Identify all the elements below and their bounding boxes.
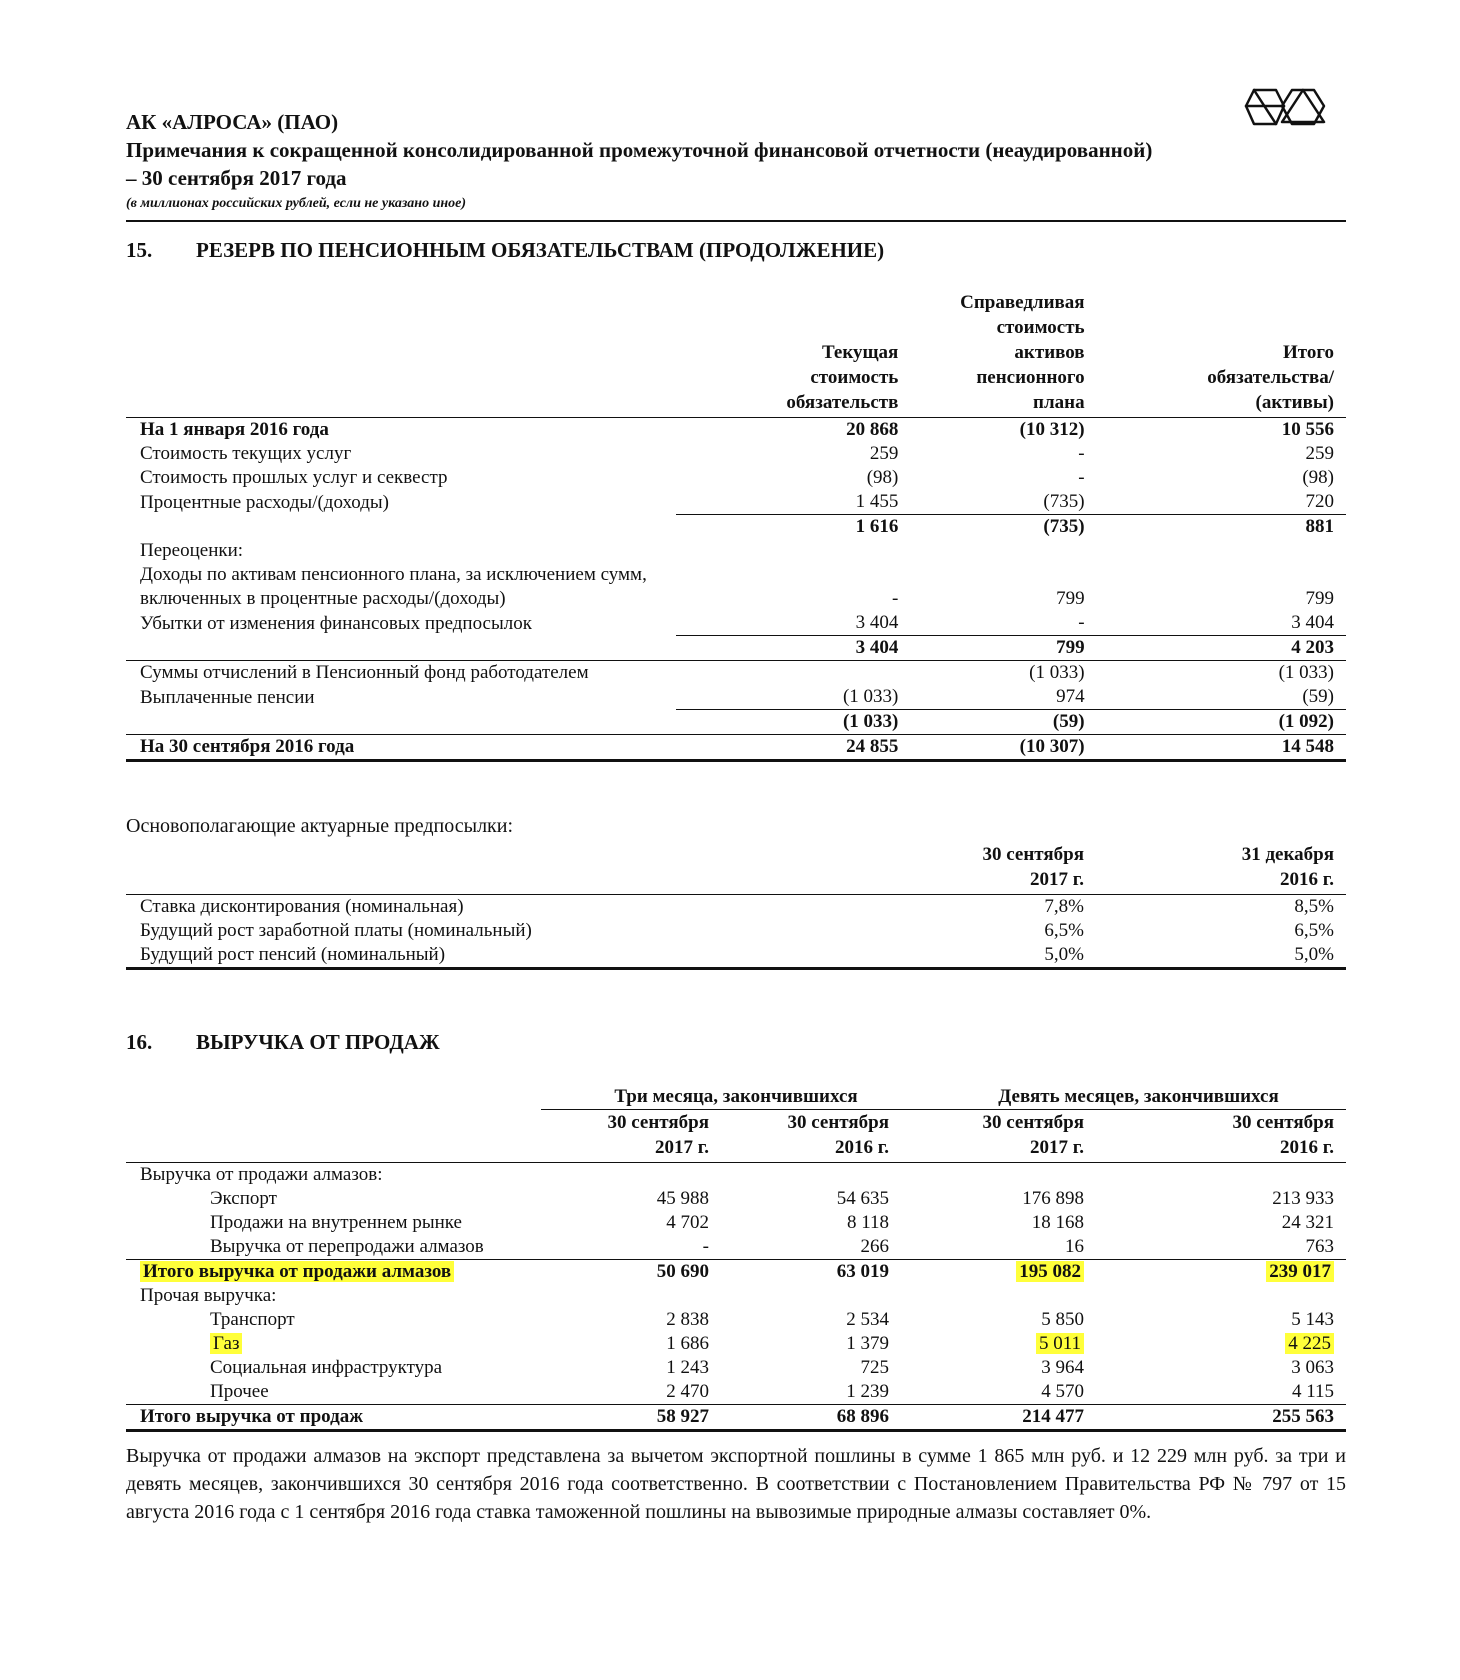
- value-text: 763: [1305, 1236, 1334, 1257]
- value-cell: (10 312): [910, 418, 1096, 443]
- table-row: [126, 636, 1346, 661]
- value-text: 3 063: [1291, 1357, 1334, 1378]
- section-15-title: РЕЗЕРВ ПО ПЕНСИОННЫМ ОБЯЗАТЕЛЬСТВАМ (ПРОДОЛЖЕНИЕ): [196, 238, 885, 262]
- assumptions-title: Основополагающие актуарные предпосылки:: [126, 815, 514, 837]
- col-header-plan-assets: Справедливая стоимость активов пенсионного плана: [960, 292, 1085, 413]
- value-text: 725: [860, 1357, 889, 1378]
- value-cell: [901, 1332, 1096, 1356]
- value-cell: [721, 1235, 901, 1260]
- value-cell: [541, 1380, 721, 1405]
- value-cell: [1096, 1356, 1346, 1380]
- value-cell: [541, 1235, 721, 1260]
- value-cell: [721, 1211, 901, 1235]
- row-label: [126, 515, 676, 540]
- value-text: -: [702, 1236, 709, 1257]
- section-15-heading: [126, 238, 884, 263]
- value-text: 5 850: [1041, 1309, 1084, 1330]
- table-row: [126, 1380, 1346, 1405]
- value-cell: [901, 1211, 1096, 1235]
- value-text: 214 477: [1022, 1406, 1084, 1427]
- table-row: [126, 1332, 1346, 1356]
- value-cell: [901, 1284, 1096, 1308]
- value-cell: 799: [910, 636, 1096, 661]
- revenue-table: [126, 1084, 1346, 1432]
- row-label: [126, 1405, 541, 1431]
- value-text: 255 563: [1272, 1406, 1334, 1427]
- value-text: 1 239: [846, 1381, 889, 1402]
- value-cell: [721, 1380, 901, 1405]
- row-label: Будущий рост пенсий (номинальный): [126, 943, 901, 969]
- value-cell: [676, 563, 910, 587]
- table-row: [126, 1284, 1346, 1308]
- col-3m-2017: 30 сентября 2017 г.: [541, 1110, 721, 1163]
- report-title-line1: Примечания к сокращенной консолидированной промежуточной финансовой отчетности (неаудированной): [126, 138, 1153, 162]
- value-cell: 799: [1305, 588, 1334, 609]
- value-text: 2 534: [846, 1309, 889, 1330]
- value-cell: 3 404: [855, 612, 899, 633]
- value-text: 1 243: [666, 1357, 709, 1378]
- value-text: 68 896: [836, 1406, 889, 1427]
- value-text: 50 690: [656, 1261, 709, 1282]
- value-cell: [1096, 1308, 1346, 1332]
- row-label: [126, 1163, 541, 1188]
- section-16-heading: [126, 1030, 440, 1055]
- value-cell: 1 616: [676, 515, 910, 540]
- units-note: (в миллионах российских рублей, если не указано иное): [126, 196, 466, 211]
- value-cell: (1 033): [910, 661, 1096, 686]
- col-9m-2017: 30 сентября 2017 г.: [901, 1110, 1096, 1163]
- value-cell: 14 548: [1097, 735, 1346, 761]
- value-cell: [721, 1356, 901, 1380]
- highlighted-label: Газ: [210, 1333, 242, 1354]
- row-label: [126, 1187, 541, 1211]
- table-row: [126, 735, 1346, 761]
- value-cell: 3 404: [1291, 612, 1334, 633]
- value-cell: [721, 1332, 901, 1356]
- table-row: [126, 710, 1346, 735]
- row-label: Стоимость прошлых услуг и секвестр: [140, 467, 448, 488]
- value-cell: [910, 563, 1096, 587]
- table-row: [126, 661, 1346, 686]
- value-cell: [1096, 1211, 1346, 1235]
- table-row: [126, 563, 1346, 587]
- value-cell: [541, 1308, 721, 1332]
- value-cell: [901, 1260, 1096, 1285]
- value-cell: (98): [866, 467, 899, 488]
- section-15-number: 15.: [126, 238, 153, 262]
- col-header-obligations: Текущая стоимость обязательств: [786, 342, 899, 413]
- value-cell: [676, 661, 910, 686]
- value-cell: [541, 1187, 721, 1211]
- value-text: 4 570: [1041, 1381, 1084, 1402]
- value-cell: 6,5%: [1044, 920, 1084, 941]
- revenue-footnote: Выручка от продажи алмазов на экспорт представлена за вычетом экспортной пошлины в сумме 1 865 млн руб. и 12 229 млн руб. за три и девять месяцев, закончившихся 30 сентября 2016 года соответственно. В соответствии с Постановлением Правительства РФ № 797 от 15 августа 2016 года с 1 сентября 2016 года ставка таможенной пошлины на вывозимые природные алмазы составляет 0%.: [126, 1445, 1346, 1523]
- value-cell: -: [892, 588, 899, 609]
- row-label: [126, 1332, 541, 1356]
- value-cell: 20 868: [676, 418, 910, 443]
- label-text: Продажи на внутреннем рынке: [210, 1212, 462, 1233]
- row-label: Убытки от изменения финансовых предпосылок: [140, 612, 532, 634]
- value-cell: 1 455: [855, 491, 899, 512]
- value-text: 4 702: [666, 1212, 709, 1233]
- value-cell: [541, 1332, 721, 1356]
- value-cell: 259: [869, 443, 899, 464]
- value-cell: [721, 1260, 901, 1285]
- table-row: [126, 515, 1346, 540]
- value-cell: [901, 1405, 1096, 1431]
- table-row: [126, 895, 1346, 920]
- value-cell: (1 033): [1097, 661, 1346, 686]
- row-label: [126, 710, 676, 735]
- value-cell: [1096, 1332, 1346, 1356]
- table-row: [126, 1308, 1346, 1332]
- value-cell: (735): [910, 515, 1096, 540]
- value-cell: (735): [1043, 491, 1085, 512]
- assumptions-col-2017: 30 сентября 2017 г.: [982, 844, 1084, 890]
- value-text: 239 017: [1266, 1261, 1334, 1282]
- table-row: [126, 1163, 1346, 1188]
- row-label: На 1 января 2016 года: [126, 418, 676, 443]
- row-label: [126, 1260, 541, 1285]
- value-cell: 5,0%: [1096, 943, 1346, 969]
- label-text: Экспорт: [210, 1188, 277, 1209]
- table-row: [126, 1356, 1346, 1380]
- value-cell: 8,5%: [1096, 895, 1346, 920]
- row-label: [126, 1211, 541, 1235]
- report-title-line2: – 30 сентября 2017 года: [126, 166, 347, 190]
- value-text: 2 470: [666, 1381, 709, 1402]
- value-text: 63 019: [836, 1261, 889, 1282]
- row-label: Переоценки:: [140, 540, 244, 561]
- value-text: 54 635: [836, 1188, 889, 1209]
- value-cell: -: [1078, 612, 1085, 633]
- value-text: 4 115: [1291, 1381, 1334, 1402]
- col-header-total: Итого обязательства/ (активы): [1207, 342, 1334, 413]
- value-text: 213 933: [1272, 1188, 1334, 1209]
- table-row: [126, 1235, 1346, 1260]
- value-text: 266: [860, 1236, 889, 1257]
- value-cell: 720: [1305, 491, 1334, 512]
- label-text: Итого выручка от продаж: [140, 1406, 363, 1427]
- label-text: Выручка от перепродажи алмазов: [210, 1236, 484, 1257]
- value-text: 1 379: [846, 1333, 889, 1354]
- table-row: [126, 611, 1346, 636]
- assumptions-table: [126, 842, 1346, 970]
- value-cell: [901, 1308, 1096, 1332]
- value-cell: [721, 1187, 901, 1211]
- value-cell: 5,0%: [901, 943, 1096, 969]
- alrosa-logo-icon: [1242, 82, 1328, 130]
- value-text: 4 225: [1285, 1333, 1334, 1354]
- value-cell: [541, 1211, 721, 1235]
- value-cell: 24 855: [676, 735, 910, 761]
- value-cell: [1097, 563, 1346, 587]
- label-text: Транспорт: [210, 1309, 295, 1330]
- value-text: 2 838: [666, 1309, 709, 1330]
- value-text: 45 988: [656, 1188, 709, 1209]
- table-row: [126, 466, 1346, 490]
- table-row: [126, 1405, 1346, 1431]
- value-cell: [901, 1187, 1096, 1211]
- col-9m-2016: 30 сентября 2016 г.: [1096, 1110, 1346, 1163]
- section-16-number: 16.: [126, 1030, 153, 1054]
- row-label: На 30 сентября 2016 года: [126, 735, 676, 761]
- company-name: АК «АЛРОСА» (ПАО): [126, 110, 339, 134]
- value-cell: [901, 1356, 1096, 1380]
- row-label: Доходы по активам пенсионного плана, за исключением сумм,: [140, 564, 647, 585]
- table-row: [126, 685, 1346, 710]
- value-cell: -: [1078, 467, 1085, 488]
- value-text: 5 011: [1036, 1333, 1084, 1354]
- table-row: [126, 919, 1346, 943]
- value-cell: [541, 1284, 721, 1308]
- value-cell: (1 092): [1097, 710, 1346, 735]
- value-cell: [1096, 1260, 1346, 1285]
- value-cell: [541, 1356, 721, 1380]
- label-text: Выручка от продажи алмазов:: [140, 1164, 383, 1185]
- row-label: Выплаченные пенсии: [140, 686, 315, 708]
- highlighted-label: Итого выручка от продажи алмазов: [140, 1261, 454, 1282]
- label-text: Прочее: [210, 1381, 269, 1402]
- value-text: 24 321: [1281, 1212, 1334, 1233]
- value-cell: [1097, 539, 1346, 563]
- table-row: [126, 442, 1346, 466]
- value-cell: (10 307): [910, 735, 1096, 761]
- value-text: 18 168: [1031, 1212, 1084, 1233]
- row-label: Процентные расходы/(доходы): [140, 491, 389, 513]
- value-cell: 6,5%: [1294, 920, 1334, 941]
- row-label: включенных в процентные расходы/(доходы): [140, 588, 506, 609]
- value-cell: [541, 1405, 721, 1431]
- value-text: 58 927: [656, 1406, 709, 1427]
- value-cell: [721, 1284, 901, 1308]
- value-cell: [1096, 1405, 1346, 1431]
- row-label: [126, 1356, 541, 1380]
- label-text: Прочая выручка:: [140, 1285, 277, 1306]
- value-cell: [541, 1163, 721, 1188]
- value-cell: 10 556: [1097, 418, 1346, 443]
- value-cell: [721, 1308, 901, 1332]
- value-cell: [541, 1260, 721, 1285]
- value-cell: [901, 1380, 1096, 1405]
- pension-table: [126, 290, 1346, 762]
- value-text: 3 964: [1041, 1357, 1084, 1378]
- value-cell: (59): [910, 710, 1096, 735]
- table-row: [126, 418, 1346, 443]
- row-label: Суммы отчислений в Пенсионный фонд работодателем: [126, 661, 676, 686]
- value-cell: 4 203: [1097, 636, 1346, 661]
- value-cell: [721, 1163, 901, 1188]
- row-label: Будущий рост заработной платы (номинальный): [140, 920, 532, 941]
- value-cell: 974: [1056, 686, 1085, 707]
- row-label: Ставка дисконтирования (номинальная): [126, 895, 901, 920]
- value-cell: [901, 1163, 1096, 1188]
- row-label: [126, 1235, 541, 1260]
- value-cell: [1096, 1163, 1346, 1188]
- table-row: [126, 587, 1346, 611]
- value-cell: [676, 539, 910, 563]
- value-text: 195 082: [1016, 1261, 1084, 1282]
- section-16-title: ВЫРУЧКА ОТ ПРОДАЖ: [196, 1030, 440, 1054]
- value-cell: 7,8%: [901, 895, 1096, 920]
- value-cell: -: [1078, 443, 1085, 464]
- row-label: [126, 1308, 541, 1332]
- value-cell: 3 404: [676, 636, 910, 661]
- value-text: 176 898: [1022, 1188, 1084, 1209]
- value-text: 1 686: [666, 1333, 709, 1354]
- table-row: [126, 539, 1346, 563]
- value-cell: [721, 1405, 901, 1431]
- value-cell: (59): [1302, 686, 1334, 707]
- row-label: [126, 1284, 541, 1308]
- value-cell: (98): [1302, 467, 1334, 488]
- col-3m-2016: 30 сентября 2016 г.: [721, 1110, 901, 1163]
- value-cell: (1 033): [842, 686, 899, 707]
- assumptions-col-2016: 31 декабря 2016 г.: [1241, 844, 1334, 890]
- value-text: 8 118: [846, 1212, 889, 1233]
- value-cell: (1 033): [676, 710, 910, 735]
- header-divider: [126, 220, 1346, 222]
- value-cell: [1096, 1284, 1346, 1308]
- row-label: Стоимость текущих услуг: [140, 443, 352, 464]
- table-row: [126, 1187, 1346, 1211]
- value-cell: [910, 539, 1096, 563]
- value-text: 5 143: [1291, 1309, 1334, 1330]
- row-label: [126, 636, 676, 661]
- table-row: [126, 1260, 1346, 1285]
- table-row: [126, 943, 1346, 969]
- value-cell: [1096, 1187, 1346, 1211]
- value-cell: 259: [1305, 443, 1334, 464]
- value-cell: 799: [1056, 588, 1085, 609]
- label-text: Социальная инфраструктура: [210, 1357, 443, 1378]
- table-row: [126, 490, 1346, 515]
- table-row: [126, 1211, 1346, 1235]
- group-nine-months: Девять месяцев, закончившихся: [998, 1086, 1279, 1107]
- value-cell: [1096, 1235, 1346, 1260]
- value-cell: [901, 1235, 1096, 1260]
- group-three-months: Три месяца, закончившихся: [614, 1086, 858, 1107]
- value-cell: [1096, 1380, 1346, 1405]
- value-cell: 881: [1097, 515, 1346, 540]
- value-text: 16: [1065, 1236, 1084, 1257]
- row-label: [126, 1380, 541, 1405]
